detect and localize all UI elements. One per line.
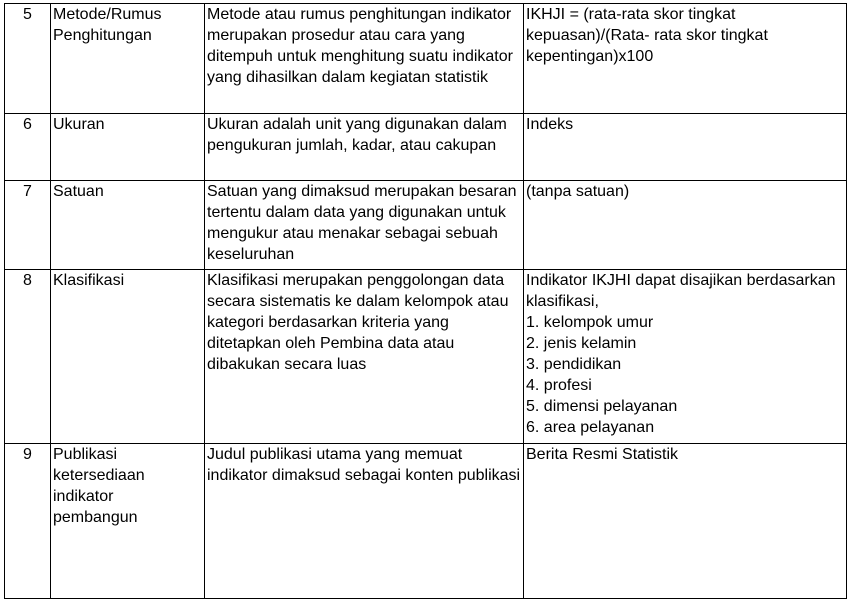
item-definition: Judul publikasi utama yang memuat indikator dimaksud sebagai konten publikasi xyxy=(205,444,524,599)
item-value: IKHJI = (rata-rata skor tingkat kepuasan)/(Rata- rata skor tingkat kepentingan)x100 xyxy=(524,4,847,114)
item-definition: Satuan yang dimaksud merupakan besaran tertentu dalam data yang digunakan untuk mengukur atau menakar sebagai sebuah keseluruhan xyxy=(205,181,524,270)
item-definition: Metode atau rumus penghitungan indikator merupakan prosedur atau cara yang ditempuh untuk menghitung suatu indikator yang dihasilkan dalam kegiatan statistik xyxy=(205,4,524,114)
table-row xyxy=(5,444,847,599)
row-number: 5 xyxy=(5,4,51,114)
item-value: Indikator IKJHI dapat disajikan berdasarkan klasifikasi, xyxy=(526,272,836,310)
item-definition: Klasifikasi merupakan penggolongan data secara sistematis ke dalam kelompok atau kategori berdasarkan kriteria yang ditetapkan oleh Pembina data atau dibakukan secara luas xyxy=(205,270,524,444)
list-item: 6. area pelayanan xyxy=(526,419,655,436)
list-item: 1. kelompok umur xyxy=(526,314,654,331)
item-definition: Ukuran adalah unit yang digunakan dalam pengukuran jumlah, kadar, atau cakupan xyxy=(205,114,524,181)
item-value: Indeks xyxy=(524,114,847,181)
list-item: 3. pendidikan xyxy=(526,356,622,373)
item-value: (tanpa satuan) xyxy=(524,181,847,270)
row-number: 9 xyxy=(5,444,51,599)
row-number: 8 xyxy=(5,270,51,444)
item-name: Publikasi ketersediaan indikator pembangun xyxy=(51,444,205,599)
item-name: Klasifikasi xyxy=(51,270,205,444)
table-row xyxy=(5,4,847,114)
list-item: 2. jenis kelamin xyxy=(526,335,637,352)
item-value-cell xyxy=(524,270,847,444)
item-value: Berita Resmi Statistik xyxy=(524,444,847,599)
item-name: Ukuran xyxy=(51,114,205,181)
metadata-table xyxy=(4,3,847,599)
item-name: Metode/Rumus Penghitungan xyxy=(51,4,205,114)
row-number: 6 xyxy=(5,114,51,181)
table-row xyxy=(5,181,847,270)
table-row xyxy=(5,270,847,444)
item-name: Satuan xyxy=(51,181,205,270)
row-number: 7 xyxy=(5,181,51,270)
list-item: 4. profesi xyxy=(526,377,592,394)
table-row xyxy=(5,114,847,181)
list-item: 5. dimensi pelayanan xyxy=(526,398,678,415)
